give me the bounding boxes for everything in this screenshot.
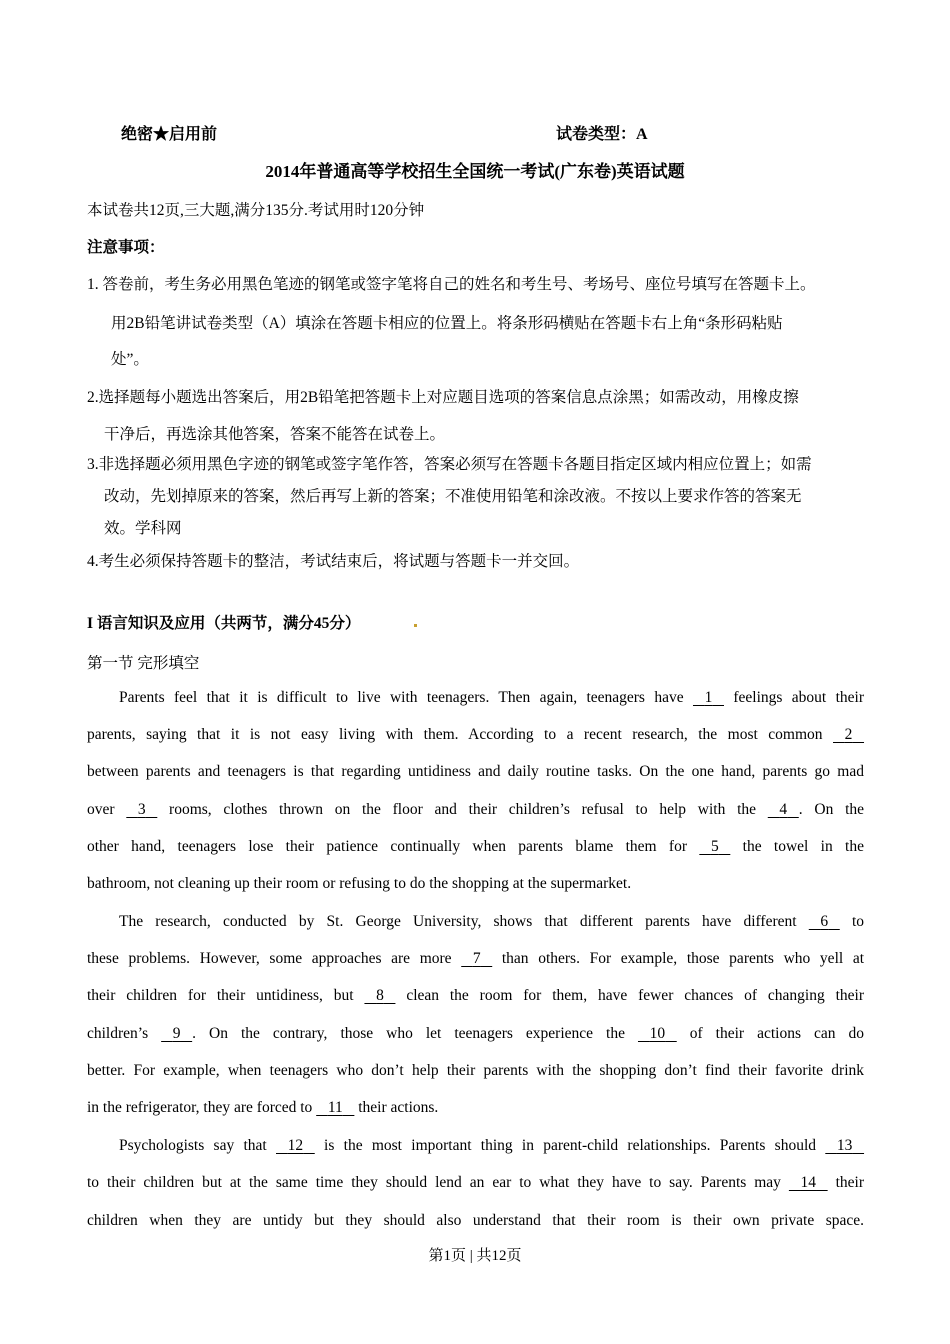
blank-6: 6 (820, 913, 829, 930)
page-footer: 第1页 | 共12页 (428, 1248, 522, 1264)
blank-13: 13 (836, 1137, 853, 1154)
blank-5: 5 (710, 838, 719, 855)
exam-intro: 本试卷共12页,三大题,满分135分.考试用时120分钟 (87, 202, 425, 219)
speck (414, 624, 417, 627)
blank-9: 9 (172, 1025, 181, 1042)
section-subheading: 第一节 完形填空 (87, 655, 200, 672)
blank-14: 14 (800, 1174, 817, 1191)
blank-11: 11 (327, 1099, 343, 1116)
blank-12: 12 (287, 1137, 304, 1154)
blank-8: 8 (376, 987, 384, 1004)
blank-3: 3 (137, 801, 146, 818)
blank-2: 2 (844, 726, 853, 743)
exam-page: 绝密★启用前 试卷类型：A 2014年普通高等学校招生全国统一考试(广东卷)英语试题 本试卷共12页,三大题,满分135分.考试用时120分钟 注意事项： 1. 答卷前，考生务必用黑色笔迹的钢笔或签字笔将自己的姓名和考生号、考场号、座位号填写在答题卡上。 用2B铅笔讲试卷类型（A）填涂在答题卡相应的位置上。将条形码横贴在答题卡右上角“条形码粘贴 处”。 2.选择题每小题选出答案后，用2B铅笔把答题卡上对应题目选项的答案信息点涂黑；如需改动，用橡皮擦 干净后，再选涂其他答案，答案不能答在试卷上。 3.非选择题必须用黑色字迹的钢笔或签字笔作答，答案必须写在答题卡各题目指定区域内相应位置上；如需 改动，先划掉原来的答案，然后再写上新的答案；不准使用铅笔和涂改液。不按以上要求作答的答案无 效。学科网 4.考生必须保持答题卡的整洁，考试结束后，将试题与答题卡一并交回。 I 语言知识及应用（共两节，满分45分） 第一节 完形填空 Parents feel that it is difficult to live with teenagers. Then again, teenagers have 1 feelings about their parents, saying that it is not easy living with them. According to a recent research, the most common 2 between parents and teenagers is that regarding untidiness and daily routine tasks. On the one hand, parents go mad over 3 rooms, clothes thrown on the floor and their children’s refusal to help with the 4 . On the other hand, teenagers lose their patience continually when parents blame them for 5 the towel in the bathroom, not cleaning up their room or refusing to do the shopping at the supermarket. The research, conducted by St. George University, shows that different parents have different 6 to these problems. However, some approaches are more 7 than others. For example, those parents who yell at their children for their untidiness, but 8 clean the room for them, have fewer chances of changing their children’s 9 . On the contrary, those who let teenagers experience the 10 of their actions can do better. For example, when teenagers who don’t help their parents with the shopping don’t find their favorite drink in the refrigerator, they are forced to 11 their actions. Psychologists say that 12 is the most important thing in parent-child relationships. Parents should 13 to their children but at the same time they should lend an ear to what they have to say. Parents may 14 their children when they are untidy but they should also understand that their room is their own private space. 第1页 | 共12页 (0, 0, 950, 1344)
blank-10: 10 (649, 1025, 666, 1042)
blank-1: 1 (704, 689, 713, 706)
notice-heading: 注意事项： (87, 239, 165, 256)
confidential-label: 绝密★启用前 (121, 126, 218, 143)
blank-4: 4 (779, 801, 788, 818)
paper-type-label: 试卷类型：A (556, 126, 648, 143)
exam-title: 2014年普通高等学校招生全国统一考试(广东卷)英语试题 (265, 162, 685, 181)
section-heading: I 语言知识及应用（共两节，满分45分） (87, 615, 361, 632)
blank-7: 7 (472, 950, 481, 967)
